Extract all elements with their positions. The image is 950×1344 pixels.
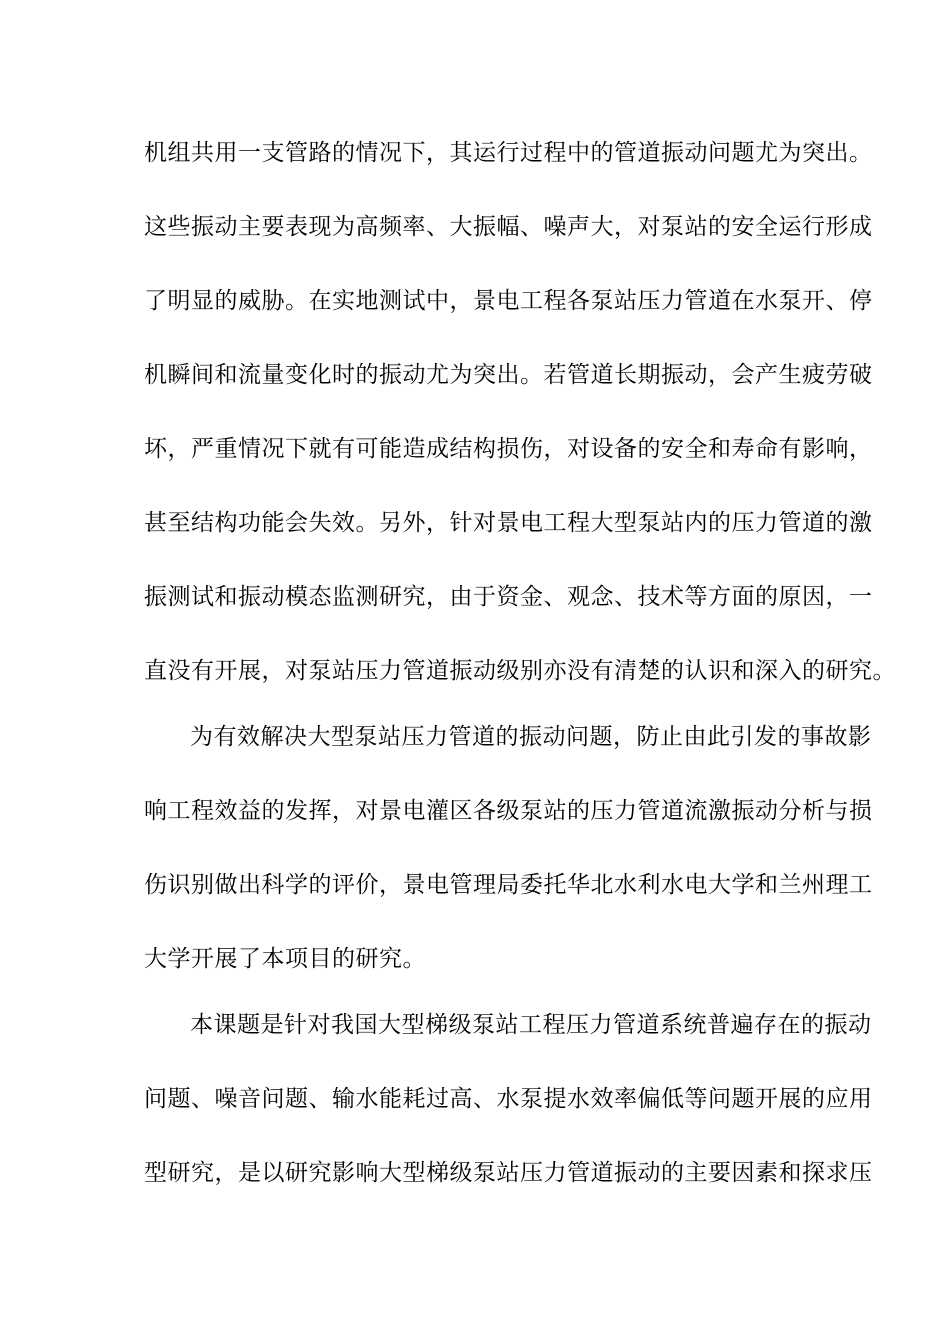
text-line: 甚至结构功能会失效。另外，针对景电工程大型泵站内的压力管道的激 bbox=[144, 510, 873, 536]
text-line: 问题、噪音问题、输水能耗过高、水泵提水效率偏低等问题开展的应用 bbox=[144, 1086, 873, 1112]
paragraph-start-line: 为有效解决大型泵站压力管道的振动问题，防止由此引发的事故影 bbox=[190, 724, 872, 750]
text-line: 型研究，是以研究影响大型梯级泵站压力管道振动的主要因素和探求压 bbox=[144, 1160, 873, 1186]
text-line: 坏，严重情况下就有可能造成结构损伤，对设备的安全和寿命有影响， bbox=[144, 436, 873, 462]
text-line: 机瞬间和流量变化时的振动尤为突出。若管道长期振动，会产生疲劳破 bbox=[144, 362, 873, 388]
text-line: 机组共用一支管路的情况下，其运行过程中的管道振动问题尤为突出。 bbox=[144, 140, 873, 166]
text-line: 了明显的威胁。在实地测试中，景电工程各泵站压力管道在水泵开、停 bbox=[144, 288, 873, 314]
paragraph-start-line: 本课题是针对我国大型梯级泵站工程压力管道系统普遍存在的振动 bbox=[190, 1012, 872, 1038]
text-line: 伤识别做出科学的评价，景电管理局委托华北水利水电大学和兰州理工 bbox=[144, 872, 873, 898]
text-line: 响工程效益的发挥，对景电灌区各级泵站的压力管道流激振动分析与损 bbox=[144, 798, 873, 824]
text-line: 这些振动主要表现为高频率、大振幅、噪声大，对泵站的安全运行形成 bbox=[144, 214, 873, 240]
text-line: 直没有开展，对泵站压力管道振动级别亦没有清楚的认识和深入的研究。 bbox=[144, 658, 896, 684]
text-line: 振测试和振动模态监测研究，由于资金、观念、技术等方面的原因，一 bbox=[144, 584, 873, 610]
text-line: 大学开展了本项目的研究。 bbox=[144, 946, 426, 972]
